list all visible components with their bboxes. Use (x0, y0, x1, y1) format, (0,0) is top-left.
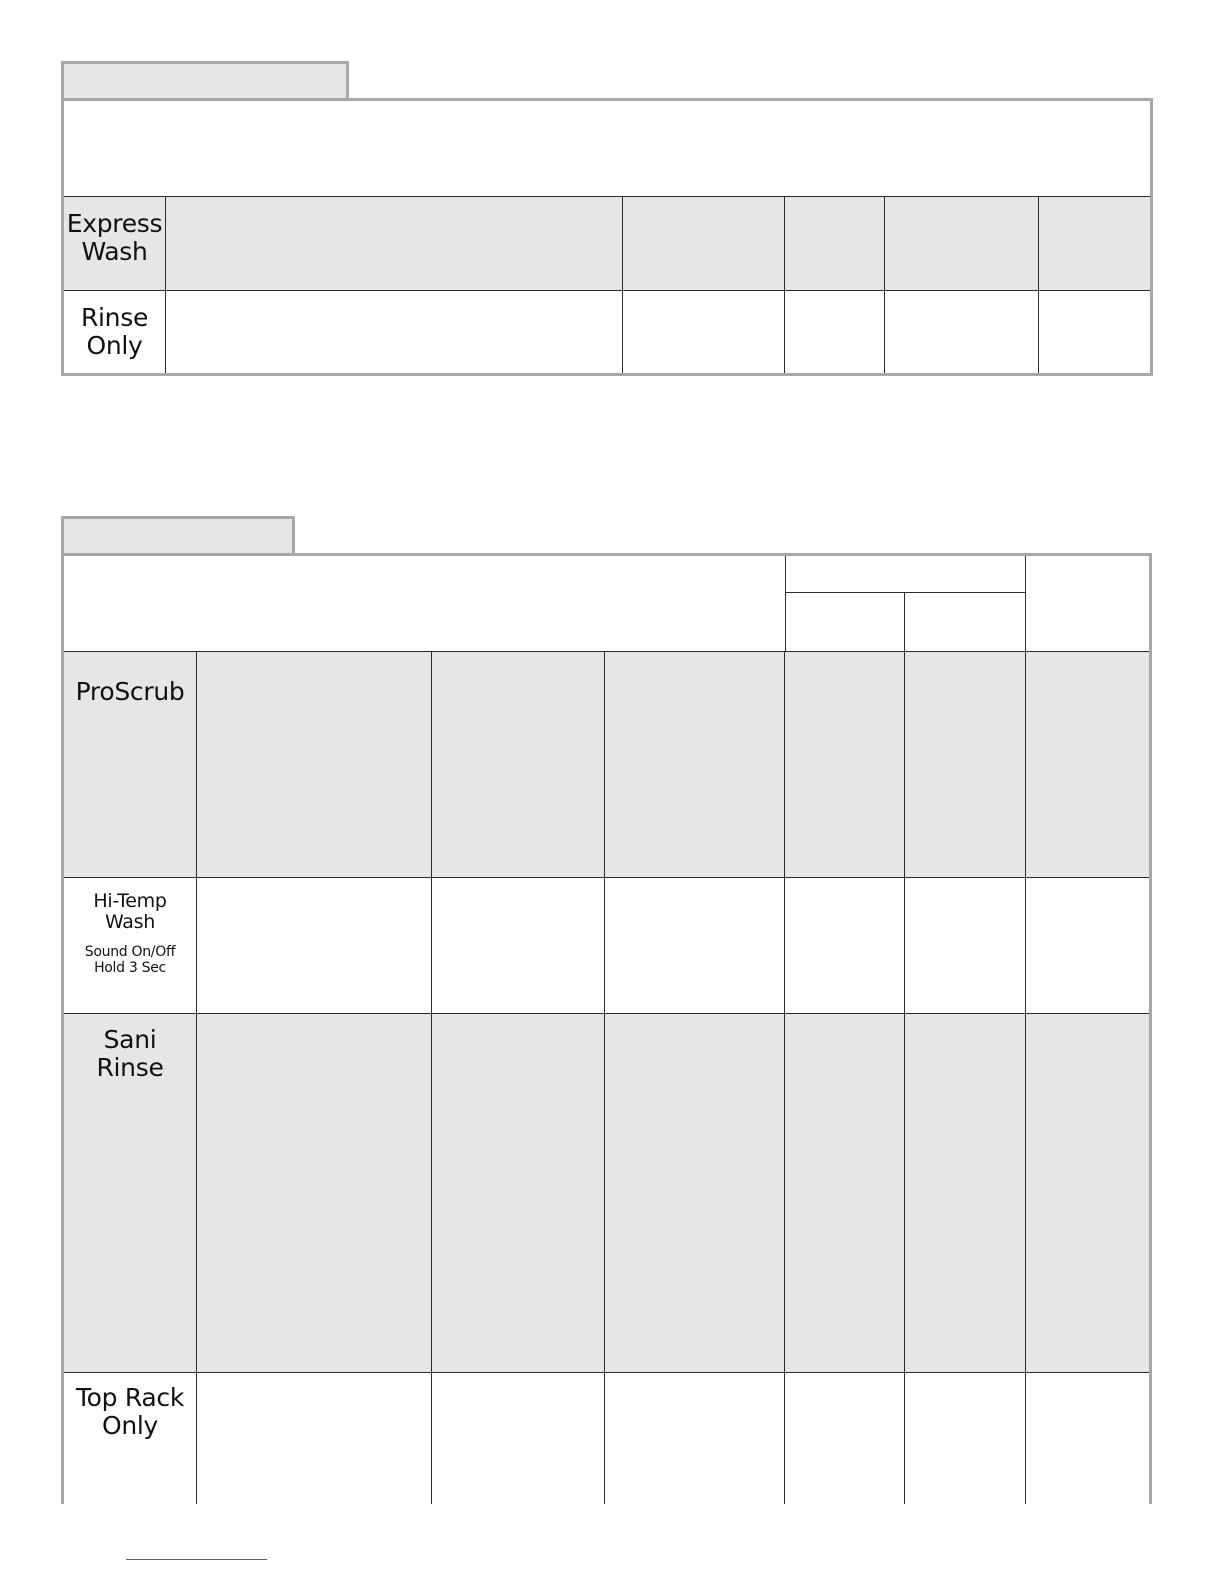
cycle-label-sani-rinse (64, 1026, 196, 1082)
table1-row-divider (64, 196, 1150, 197)
hi-temp-sound-note (64, 944, 196, 976)
cycle-label-line: Rinse (80, 303, 149, 332)
cycle-label-rinse-only (64, 304, 165, 360)
table2-col-divider (784, 652, 785, 1504)
table2-row-divider (64, 1372, 1149, 1373)
table1-row-express (64, 197, 1150, 290)
table2-header-divider (785, 592, 1025, 593)
cycle-label-line: Rinse (96, 1053, 164, 1082)
sound-note-line: Sound On/Off (84, 944, 176, 960)
table2-col-divider (196, 652, 197, 1504)
cycle-label-line: Hi-Temp (93, 890, 167, 912)
table2-row-divider (64, 1013, 1149, 1014)
cycle-label-hi-temp-wash (64, 891, 196, 934)
table1-col-divider (1038, 197, 1039, 373)
table2-header-divider (904, 592, 905, 652)
table2-col-divider (431, 652, 432, 1504)
cycle-label-line: Wash (81, 237, 148, 266)
table2-header-divider (1025, 556, 1026, 652)
cycle-label-line: Only (101, 1411, 159, 1440)
cycle-label-line: Sani (103, 1025, 157, 1054)
table1-col-divider (165, 197, 166, 373)
table1-row-divider (64, 290, 1150, 291)
cycle-label-express-wash (64, 210, 165, 266)
cycle-label-line: Express (66, 209, 163, 238)
table2-row-sani-rinse (64, 1014, 1149, 1372)
table2-tab (61, 516, 295, 556)
table1-col-divider (884, 197, 885, 373)
table2-row-proscrub (64, 652, 1149, 877)
cycle-label-line: Wash (105, 911, 155, 934)
sound-note-line: Hold 3 Sec (94, 960, 166, 977)
table2-row-divider (64, 651, 1149, 652)
table1-col-divider (622, 197, 623, 373)
table2-col-divider (604, 652, 605, 1504)
cycle-label-line: Top Rack (75, 1383, 185, 1412)
table1-col-divider (784, 197, 785, 373)
cycle-label-line: ProScrub (75, 677, 185, 706)
table2-row-divider (64, 877, 1149, 878)
footer-link-underline[interactable] (126, 1559, 267, 1560)
cycle-label-proscrub (64, 678, 196, 706)
table1-tab (61, 61, 349, 101)
cycle-label-top-rack-only (64, 1384, 196, 1440)
table2-header-divider (785, 556, 786, 652)
table2-col-divider (1025, 652, 1026, 1504)
cycle-label-line: Only (86, 331, 143, 360)
table2-col-divider (904, 652, 905, 1504)
